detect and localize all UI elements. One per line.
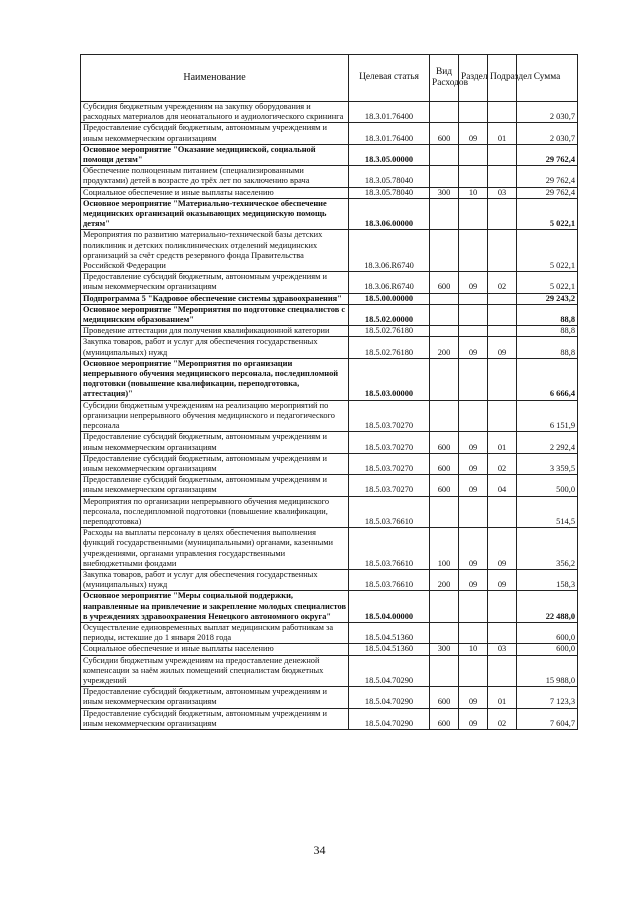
- cell-razd: [459, 326, 488, 337]
- cell-razd: 09: [459, 475, 488, 496]
- table-row: [81, 496, 578, 528]
- cell-code: 18.5.03.76610: [349, 528, 430, 570]
- cell-razd: 10: [459, 644, 488, 655]
- cell-sum: 15 988,0: [517, 655, 578, 687]
- cell-name: Основное мероприятие "Мероприятия по подготовке специалистов с медицинским образованием": [81, 304, 349, 325]
- cell-podr: 03: [488, 187, 517, 198]
- table-row: [81, 569, 578, 590]
- cell-vid: 100: [430, 528, 459, 570]
- cell-razd: [459, 304, 488, 325]
- cell-sum: 500,0: [517, 475, 578, 496]
- table-row: [81, 123, 578, 144]
- cell-podr: [488, 591, 517, 623]
- cell-name: Предоставление субсидий бюджетным, автономным учреждениям и иным некоммерческим организациям: [81, 432, 349, 453]
- cell-razd: 09: [459, 272, 488, 293]
- cell-razd: 09: [459, 123, 488, 144]
- cell-razd: [459, 400, 488, 432]
- cell-podr: 04: [488, 475, 517, 496]
- cell-podr: [488, 622, 517, 643]
- table-row: [81, 432, 578, 453]
- cell-code: 18.3.01.76400: [349, 102, 430, 123]
- cell-sum: 88,8: [517, 326, 578, 337]
- cell-sum: 356,2: [517, 528, 578, 570]
- cell-name: Проведение аттестации для получения квалификационной категории: [81, 326, 349, 337]
- cell-razd: 10: [459, 187, 488, 198]
- cell-vid: [430, 496, 459, 528]
- cell-code: 18.3.06.00000: [349, 198, 430, 230]
- cell-name: Обеспечение полноценным питанием (специализированными продуктами) детей в возрасте до трёх лет по заключению врача: [81, 166, 349, 187]
- cell-podr: 02: [488, 453, 517, 474]
- cell-code: 18.5.00.00000: [349, 293, 430, 304]
- cell-sum: 7 604,7: [517, 708, 578, 729]
- cell-razd: 09: [459, 453, 488, 474]
- cell-sum: 88,8: [517, 337, 578, 358]
- cell-razd: 09: [459, 569, 488, 590]
- cell-code: 18.5.03.70270: [349, 400, 430, 432]
- cell-vid: [430, 304, 459, 325]
- cell-podr: 02: [488, 272, 517, 293]
- cell-razd: [459, 293, 488, 304]
- cell-sum: 88,8: [517, 304, 578, 325]
- cell-name: Осуществление единовременных выплат медицинским работникам за периоды, истекшие до 1 января 2018 года: [81, 622, 349, 643]
- cell-sum: 5 022,1: [517, 272, 578, 293]
- cell-vid: [430, 293, 459, 304]
- cell-sum: 2 030,7: [517, 102, 578, 123]
- cell-sum: 2 030,7: [517, 123, 578, 144]
- table-row: [81, 102, 578, 123]
- cell-sum: 22 488,0: [517, 591, 578, 623]
- cell-podr: [488, 400, 517, 432]
- cell-podr: [488, 102, 517, 123]
- table-row: [81, 644, 578, 655]
- cell-code: 18.5.04.51360: [349, 644, 430, 655]
- cell-vid: 200: [430, 569, 459, 590]
- cell-name: Субсидии бюджетным учреждениям на предоставление денежной компенсации за наём жилых помещений специалистам бюджетных учреждений: [81, 655, 349, 687]
- header-target: Целевая статья: [349, 55, 430, 102]
- cell-code: 18.5.04.70290: [349, 708, 430, 729]
- cell-code: 18.5.04.00000: [349, 591, 430, 623]
- table-row: [81, 304, 578, 325]
- header-razd: Раздел: [459, 55, 488, 102]
- cell-podr: [488, 198, 517, 230]
- cell-vid: 200: [430, 337, 459, 358]
- table-row: [81, 622, 578, 643]
- cell-vid: 300: [430, 644, 459, 655]
- cell-vid: [430, 655, 459, 687]
- cell-podr: 09: [488, 569, 517, 590]
- cell-vid: [430, 144, 459, 165]
- cell-name: Субсидии бюджетным учреждениям на реализацию мероприятий по организации непрерывного обучения медицинского и педагогического персонала: [81, 400, 349, 432]
- cell-sum: 158,3: [517, 569, 578, 590]
- cell-podr: [488, 293, 517, 304]
- table-row: [81, 166, 578, 187]
- cell-code: 18.5.02.76180: [349, 337, 430, 358]
- cell-razd: [459, 496, 488, 528]
- cell-vid: [430, 166, 459, 187]
- cell-razd: [459, 230, 488, 272]
- cell-vid: 600: [430, 687, 459, 708]
- cell-code: 18.5.03.70270: [349, 432, 430, 453]
- cell-code: 18.3.01.76400: [349, 123, 430, 144]
- cell-razd: 09: [459, 687, 488, 708]
- cell-razd: [459, 622, 488, 643]
- table-row: [81, 337, 578, 358]
- cell-name: Предоставление субсидий бюджетным, автономным учреждениям и иным некоммерческим организациям: [81, 708, 349, 729]
- table-row: [81, 144, 578, 165]
- cell-vid: 600: [430, 272, 459, 293]
- table-body: [81, 102, 578, 730]
- table-row: [81, 293, 578, 304]
- table-row: [81, 358, 578, 400]
- header-sum: Сумма: [517, 55, 578, 102]
- cell-vid: 600: [430, 432, 459, 453]
- cell-name: Закупка товаров, работ и услуг для обеспечения государственных (муниципальных) нужд: [81, 337, 349, 358]
- cell-sum: 29 762,4: [517, 144, 578, 165]
- cell-name: Предоставление субсидий бюджетным, автономным учреждениям и иным некоммерческим организациям: [81, 475, 349, 496]
- cell-code: 18.3.05.00000: [349, 144, 430, 165]
- table-row: [81, 230, 578, 272]
- cell-name: Предоставление субсидий бюджетным, автономным учреждениям и иным некоммерческим организациям: [81, 123, 349, 144]
- cell-code: 18.5.02.00000: [349, 304, 430, 325]
- cell-razd: [459, 144, 488, 165]
- cell-vid: [430, 326, 459, 337]
- table-row: [81, 687, 578, 708]
- cell-sum: 600,0: [517, 644, 578, 655]
- cell-sum: 2 292,4: [517, 432, 578, 453]
- cell-vid: 600: [430, 475, 459, 496]
- cell-podr: [488, 166, 517, 187]
- page-number: 34: [313, 843, 326, 857]
- table-row: [81, 272, 578, 293]
- cell-podr: 09: [488, 337, 517, 358]
- header-vid: Вид Расходов: [430, 55, 459, 102]
- cell-vid: 300: [430, 187, 459, 198]
- cell-podr: 01: [488, 432, 517, 453]
- cell-razd: 09: [459, 337, 488, 358]
- cell-vid: [430, 198, 459, 230]
- cell-name: Основное мероприятие "Оказание медицинской, социальной помощи детям": [81, 144, 349, 165]
- cell-razd: [459, 591, 488, 623]
- cell-sum: 514,5: [517, 496, 578, 528]
- cell-razd: 09: [459, 708, 488, 729]
- cell-code: 18.5.04.70290: [349, 687, 430, 708]
- cell-razd: [459, 655, 488, 687]
- cell-code: 18.3.05.78040: [349, 187, 430, 198]
- cell-name: Основное мероприятие "Материально-техническое обеспечение медицинских организаций оказывающих медицинскую помощь детям": [81, 198, 349, 230]
- cell-sum: 5 022,1: [517, 230, 578, 272]
- cell-sum: 29 762,4: [517, 187, 578, 198]
- cell-code: 18.3.06.R6740: [349, 230, 430, 272]
- cell-name: Подпрограмма 5 "Кадровое обеспечение системы здравоохранения": [81, 293, 349, 304]
- header-podr: Подраздел: [488, 55, 517, 102]
- cell-podr: [488, 230, 517, 272]
- cell-name: Основное мероприятие "Меры социальной поддержки, направленные на привлечение и закрепление молодых специалистов в учреждениях здравоохранения Ненецкого автономного округа": [81, 591, 349, 623]
- cell-razd: 09: [459, 432, 488, 453]
- cell-podr: 02: [488, 708, 517, 729]
- cell-name: Социальное обеспечение и иные выплаты населению: [81, 187, 349, 198]
- cell-code: 18.5.03.76610: [349, 496, 430, 528]
- table-row: [81, 591, 578, 623]
- cell-name: Основное мероприятие "Мероприятия по организации непрерывного обучения медицинского персонала, последипломной подготовки (повышение квалификации, переподготовка, аттестация)": [81, 358, 349, 400]
- table-row: [81, 453, 578, 474]
- budget-table: [80, 54, 578, 730]
- cell-vid: [430, 102, 459, 123]
- cell-sum: 6 666,4: [517, 358, 578, 400]
- cell-sum: 29 243,2: [517, 293, 578, 304]
- header-name: Наименование: [81, 55, 349, 102]
- cell-name: Предоставление субсидий бюджетным, автономным учреждениям и иным некоммерческим организациям: [81, 453, 349, 474]
- cell-name: Мероприятия по организации непрерывного обучения медицинского персонала, последипломной подготовки (повышение квалификации, переподготовка): [81, 496, 349, 528]
- cell-podr: [488, 655, 517, 687]
- cell-razd: 09: [459, 528, 488, 570]
- table-row: [81, 655, 578, 687]
- cell-code: 18.5.03.70270: [349, 453, 430, 474]
- cell-name: Социальное обеспечение и иные выплаты населению: [81, 644, 349, 655]
- cell-vid: [430, 591, 459, 623]
- cell-vid: [430, 622, 459, 643]
- cell-podr: 09: [488, 528, 517, 570]
- cell-code: 18.3.06.R6740: [349, 272, 430, 293]
- cell-code: 18.5.02.76180: [349, 326, 430, 337]
- cell-name: Предоставление субсидий бюджетным, автономным учреждениям и иным некоммерческим организациям: [81, 687, 349, 708]
- cell-sum: 7 123,3: [517, 687, 578, 708]
- cell-vid: [430, 230, 459, 272]
- cell-name: Предоставление субсидий бюджетным, автономным учреждениям и иным некоммерческим организациям: [81, 272, 349, 293]
- cell-code: 18.5.03.70270: [349, 475, 430, 496]
- table-row: [81, 400, 578, 432]
- cell-podr: [488, 496, 517, 528]
- cell-podr: 03: [488, 644, 517, 655]
- cell-vid: 600: [430, 453, 459, 474]
- cell-code: 18.5.04.70290: [349, 655, 430, 687]
- table-row: [81, 326, 578, 337]
- table-row: [81, 475, 578, 496]
- cell-podr: [488, 304, 517, 325]
- cell-podr: [488, 144, 517, 165]
- cell-name: Мероприятия по развитию материально-технической базы детских поликлиник и детских поликлинических отделений медицинских организаций за счёт средств резервного фонда Правительства Российской Федерации: [81, 230, 349, 272]
- cell-podr: 01: [488, 123, 517, 144]
- cell-podr: [488, 326, 517, 337]
- cell-code: 18.3.05.78040: [349, 166, 430, 187]
- table-row: [81, 528, 578, 570]
- cell-vid: [430, 358, 459, 400]
- cell-vid: 600: [430, 708, 459, 729]
- cell-sum: 600,0: [517, 622, 578, 643]
- cell-sum: 6 151,9: [517, 400, 578, 432]
- table-row: [81, 708, 578, 729]
- table-row: [81, 198, 578, 230]
- cell-razd: [459, 102, 488, 123]
- cell-sum: 3 359,5: [517, 453, 578, 474]
- cell-code: 18.5.03.76610: [349, 569, 430, 590]
- table-header-row: [81, 55, 578, 102]
- cell-razd: [459, 358, 488, 400]
- cell-name: Расходы на выплаты персоналу в целях обеспечения выполнения функций государственными (муниципальными) органами, казенными учреждениями, органами управления государственными внебюджетными фондами: [81, 528, 349, 570]
- cell-vid: 600: [430, 123, 459, 144]
- cell-podr: [488, 358, 517, 400]
- table-row: [81, 187, 578, 198]
- cell-code: 18.5.04.51360: [349, 622, 430, 643]
- cell-sum: 5 022,1: [517, 198, 578, 230]
- cell-vid: [430, 400, 459, 432]
- cell-sum: 29 762,4: [517, 166, 578, 187]
- cell-razd: [459, 166, 488, 187]
- cell-podr: 01: [488, 687, 517, 708]
- cell-razd: [459, 198, 488, 230]
- cell-code: 18.5.03.00000: [349, 358, 430, 400]
- cell-name: Закупка товаров, работ и услуг для обеспечения государственных (муниципальных) нужд: [81, 569, 349, 590]
- cell-name: Субсидия бюджетным учреждениям на закупку оборудования и расходных материалов для неонатального и аудиологического скрининга: [81, 102, 349, 123]
